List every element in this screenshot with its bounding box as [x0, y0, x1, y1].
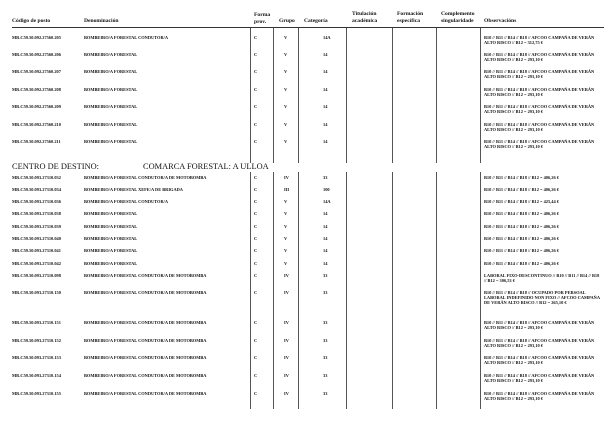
cell-codigo: MR.C59.50.093.27310.036: [12, 199, 61, 204]
cell-codigo: MR.C59.50.093.27310.150: [12, 290, 61, 295]
cell-denominacion: BOMBEIRO/A FORESTAL: [84, 261, 138, 266]
cell-forma: C: [254, 139, 258, 144]
cell-grupo: V: [284, 199, 288, 204]
cell-codigo: MR.C59.50.092.27560.208: [12, 87, 61, 92]
cell-denominacion: BOMBEIRO/A FORESTAL XEFE/A DE BRIGADA: [84, 187, 183, 192]
cell-observaciones: B10 // B11 // B14 // B18 // AFCOO CAMPAÑA DE VERÁN ALTO RISCO // B12 = 293,10 €: [484, 87, 595, 98]
header-rule: [12, 27, 604, 28]
cell-denominacion: BOMBEIRO/A FORESTAL: [84, 104, 138, 109]
cell-codigo: MR.C59.50.092.27560.206: [12, 52, 61, 57]
table-header: [0, 0, 615, 30]
cell-denominacion: BOMBEIRO/A FORESTAL: [84, 224, 138, 229]
cell-categoria: 33: [323, 175, 328, 180]
cell-codigo: MR.C59.50.093.27310.039: [12, 224, 61, 229]
cell-forma: C: [254, 224, 258, 229]
cell-codigo: MR.C59.50.092.27560.205: [12, 35, 61, 40]
column-separator: [392, 172, 393, 409]
cell-denominacion: BOMBEIRO/A FORESTAL: [84, 211, 138, 216]
cell-categoria: 14: [323, 248, 328, 253]
cell-forma: C: [254, 199, 258, 204]
cell-categoria: 14: [323, 87, 328, 92]
cell-categoria: 14: [323, 211, 328, 216]
centre-destino-name: COMARCA FORESTAL: A ULLOA: [143, 162, 269, 171]
cell-observaciones: B10 // B11 // B14 // B18 // AFCOO CAMPAÑA DE VERÁN ALTO RISCO // B12 = 293,10 €: [484, 69, 595, 80]
header-codigo: Código de posto: [12, 18, 51, 24]
header-titulacion-line1: Titulación: [352, 11, 377, 17]
cell-codigo: MR.C59.50.093.27310.153: [12, 355, 61, 360]
header-observaciones: Observacións: [484, 18, 517, 24]
cell-grupo: V: [284, 69, 288, 74]
cell-denominacion: BOMBEIRO/A FORESTAL: [84, 87, 138, 92]
cell-codigo: MR.C59.50.092.27560.207: [12, 69, 61, 74]
cell-codigo: MR.C59.50.092.27560.209: [12, 104, 61, 109]
cell-grupo: IV: [284, 355, 289, 360]
cell-codigo: MR.C59.50.093.27310.034: [12, 187, 61, 192]
column-separator: [273, 28, 274, 163]
cell-observaciones: B10 // B11 // B14 // B18 // AFCOO CAMPAÑA DE VERÁN ALTO RISCO // B12 = 293,10 €: [484, 122, 595, 133]
cell-grupo: IV: [284, 175, 289, 180]
cell-observaciones: B10 // B11 // B14 // B18 // OCUPADO POR PERSOAL LABORAL INDEFINIDO NON FIXO // AFCOO CAMPAÑA DE VERÁN ALTO RISCO // B12 = 265,10 €: [484, 290, 600, 306]
cell-grupo: IV: [284, 273, 289, 278]
cell-grupo: V: [284, 139, 288, 144]
cell-denominacion: BOMBEIRO/A FORESTAL CONDUTOR/A DE MOTOBOMBA: [84, 355, 207, 360]
cell-denominacion: BOMBEIRO/A FORESTAL: [84, 122, 138, 127]
cell-forma: C: [254, 175, 258, 180]
header-categoria: Categoría: [304, 18, 328, 24]
cell-grupo: IV: [284, 320, 289, 325]
cell-denominacion: BOMBEIRO/A FORESTAL: [84, 236, 138, 241]
cell-observaciones: B10 // B11 // B14 // B18 // B12 = 406,26 €: [484, 261, 559, 266]
cell-codigo: MR.C59.50.093.27310.152: [12, 338, 61, 343]
header-complemento-line2: singularidade: [441, 18, 474, 24]
cell-observaciones: B10 // B11 // B14 // B18 // B12 = 406,26 €: [484, 248, 559, 253]
cell-observaciones: B10 // B11 // B14 // B18 // AFCOO CAMPAÑA DE VERÁN ALTO RISCO // B12 = 312,75 €: [484, 35, 595, 46]
cell-grupo: IV: [284, 338, 289, 343]
cell-codigo: MR.C59.50.093.27310.155: [12, 391, 61, 396]
cell-grupo: V: [284, 211, 288, 216]
cell-observaciones: B10 // B11 // B14 // B18 // B12 = 406,26 €: [484, 187, 559, 192]
header-forma-line1: Forma: [254, 12, 271, 18]
cell-observaciones: B10 // B11 // B14 // B18 // B12 = 406,26 €: [484, 175, 559, 180]
cell-grupo: III: [284, 187, 290, 192]
cell-codigo: MR.C59.50.093.27310.040: [12, 236, 61, 241]
cell-categoria: 33: [323, 290, 328, 295]
cell-categoria: 33: [323, 320, 328, 325]
cell-denominacion: BOMBEIRO/A FORESTAL CONDUTOR/A DE MOTOBOMBA: [84, 391, 207, 396]
cell-denominacion: BOMBEIRO/A FORESTAL CONDUTOR/A: [84, 199, 169, 204]
cell-codigo: MR.C59.50.092.27560.211: [12, 139, 61, 144]
cell-observaciones: B10 // B11 // B14 // B18 // B12 = 425,44 €: [484, 199, 559, 204]
column-separator: [273, 172, 274, 409]
header-grupo: Grupo: [279, 18, 295, 24]
cell-categoria: 14A: [323, 199, 331, 204]
cell-grupo: IV: [284, 290, 289, 295]
cell-categoria: 14: [323, 224, 328, 229]
cell-grupo: V: [284, 104, 288, 109]
column-separator: [436, 172, 437, 409]
cell-forma: C: [254, 35, 258, 40]
cell-forma: C: [254, 104, 258, 109]
cell-codigo: MR.C59.50.093.27310.041: [12, 248, 61, 253]
cell-codigo: MR.C59.50.093.27310.042: [12, 261, 61, 266]
cell-grupo: V: [284, 261, 288, 266]
cell-grupo: V: [284, 224, 288, 229]
cell-categoria: 33: [323, 373, 328, 378]
column-separator: [298, 28, 299, 163]
cell-observaciones: B10 // B11 // B14 // B18 // AFCOO CAMPAÑA DE VERÁN ALTO RISCO // B12 = 293,10 €: [484, 104, 595, 115]
cell-observaciones: B10 // B11 // B14 // B18 // B12 = 406,26 €: [484, 211, 559, 216]
cell-observaciones: B10 // B11 // B14 // B18 // AFCOO CAMPAÑA DE VERÁN ALTO RISCO // B12 = 293,10 €: [484, 338, 595, 349]
cell-forma: C: [254, 236, 258, 241]
cell-categoria: 14: [323, 122, 328, 127]
cell-categoria: 14: [323, 236, 328, 241]
column-separator: [392, 28, 393, 163]
cell-denominacion: BOMBEIRO/A FORESTAL CONDUTOR/A DE MOTOBOMBA: [84, 338, 207, 343]
cell-observaciones: LABORAL FIXO-DESCONTINUO // B10 // B11 // B14 // B18 // B12 = 306,53 €: [484, 273, 600, 284]
cell-categoria: 33: [323, 355, 328, 360]
cell-categoria: 14: [323, 261, 328, 266]
cell-codigo: MR.C59.50.093.27310.038: [12, 211, 61, 216]
cell-observaciones: B10 // B11 // B14 // B18 // AFCOO CAMPAÑA DE VERÁN ALTO RISCO // B12 = 293,10 €: [484, 52, 595, 63]
cell-categoria: 14: [323, 69, 328, 74]
column-separator: [480, 172, 481, 409]
cell-grupo: V: [284, 87, 288, 92]
cell-forma: C: [254, 261, 258, 266]
cell-denominacion: BOMBEIRO/A FORESTAL CONDUTOR/A DE MOTOBOMBA: [84, 373, 207, 378]
cell-observaciones: B10 // B11 // B14 // B18 // B12 = 406,26 €: [484, 224, 559, 229]
cell-forma: C: [254, 391, 258, 396]
cell-categoria: 33: [323, 273, 328, 278]
cell-denominacion: BOMBEIRO/A FORESTAL: [84, 52, 138, 57]
column-separator: [436, 28, 437, 163]
cell-forma: C: [254, 355, 258, 360]
cell-grupo: V: [284, 52, 288, 57]
cell-denominacion: BOMBEIRO/A FORESTAL CONDUTOR/A DE MOTOBOMBA: [84, 290, 207, 295]
column-separator: [250, 172, 251, 409]
cell-forma: C: [254, 248, 258, 253]
cell-forma: C: [254, 320, 258, 325]
cell-observaciones: B10 // B11 // B14 // B18 // AFCOO CAMPAÑA DE VERÁN ALTO RISCO // B12 = 293,10 €: [484, 391, 595, 402]
header-forma-line2: prov.: [254, 19, 267, 25]
cell-forma: C: [254, 87, 258, 92]
cell-observaciones: B10 // B11 // B14 // B18 // AFCOO CAMPAÑA DE VERÁN ALTO RISCO // B12 = 293,10 €: [484, 373, 595, 384]
cell-observaciones: B10 // B11 // B14 // B18 // AFCOO CAMPAÑA DE VERÁN ALTO RISCO // B12 = 293,10 €: [484, 320, 595, 331]
cell-categoria: 14: [323, 139, 328, 144]
cell-denominacion: BOMBEIRO/A FORESTAL: [84, 139, 138, 144]
centre-destino-label: CENTRO DE DESTINO:: [12, 162, 100, 171]
header-formacion-line2: específica: [397, 18, 420, 24]
cell-grupo: V: [284, 35, 288, 40]
cell-categoria: 14: [323, 52, 328, 57]
cell-categoria: 14A: [323, 35, 331, 40]
header-denominacion: Denominación: [84, 18, 119, 24]
cell-codigo: MR.C59.50.092.27560.210: [12, 122, 61, 127]
column-separator: [480, 28, 481, 163]
cell-codigo: MR.C59.50.093.27310.151: [12, 320, 61, 325]
header-formacion-line1: Formación: [397, 11, 424, 17]
cell-forma: C: [254, 122, 258, 127]
cell-categoria: 100: [323, 187, 330, 192]
cell-grupo: IV: [284, 373, 289, 378]
cell-categoria: 33: [323, 338, 328, 343]
column-separator: [250, 28, 251, 163]
cell-codigo: MR.C59.50.093.27310.154: [12, 373, 61, 378]
cell-forma: C: [254, 338, 258, 343]
cell-denominacion: BOMBEIRO/A FORESTAL CONDUTOR/A DE MOTOBOMBA: [84, 175, 207, 180]
column-separator: [346, 172, 347, 409]
cell-grupo: V: [284, 236, 288, 241]
cell-grupo: V: [284, 122, 288, 127]
cell-denominacion: BOMBEIRO/A FORESTAL CONDUTOR/A DE MOTOBOMBA: [84, 320, 207, 325]
cell-forma: C: [254, 211, 258, 216]
cell-denominacion: BOMBEIRO/A FORESTAL CONDUTOR/A: [84, 35, 169, 40]
cell-forma: C: [254, 69, 258, 74]
cell-denominacion: BOMBEIRO/A FORESTAL: [84, 248, 138, 253]
column-separator: [346, 28, 347, 163]
cell-denominacion: BOMBEIRO/A FORESTAL: [84, 69, 138, 74]
header-titulacion-line2: académica: [352, 18, 378, 24]
header-complemento-line1: Complemento: [441, 11, 475, 17]
cell-codigo: MR.C59.50.093.27310.098: [12, 273, 61, 278]
cell-codigo: MR.C59.50.093.27310.032: [12, 175, 61, 180]
cell-forma: C: [254, 290, 258, 295]
cell-grupo: V: [284, 248, 288, 253]
cell-forma: C: [254, 187, 258, 192]
cell-observaciones: B10 // B11 // B14 // B18 // AFCOO CAMPAÑA DE VERÁN ALTO RISCO // B12 = 293,10 €: [484, 139, 595, 150]
cell-categoria: 33: [323, 391, 328, 396]
cell-forma: C: [254, 273, 258, 278]
cell-forma: C: [254, 52, 258, 57]
column-separator: [298, 172, 299, 409]
cell-grupo: IV: [284, 391, 289, 396]
cell-denominacion: BOMBEIRO/A FORESTAL CONDUTOR/A DE MOTOBOMBA: [84, 273, 207, 278]
cell-observaciones: B10 // B11 // B14 // B18 // AFCOO CAMPAÑA DE VERÁN ALTO RISCO // B12 = 293,10 €: [484, 355, 595, 366]
cell-observaciones: B10 // B11 // B14 // B18 // B12 = 406,26 €: [484, 236, 559, 241]
cell-categoria: 14: [323, 104, 328, 109]
cell-forma: C: [254, 373, 258, 378]
